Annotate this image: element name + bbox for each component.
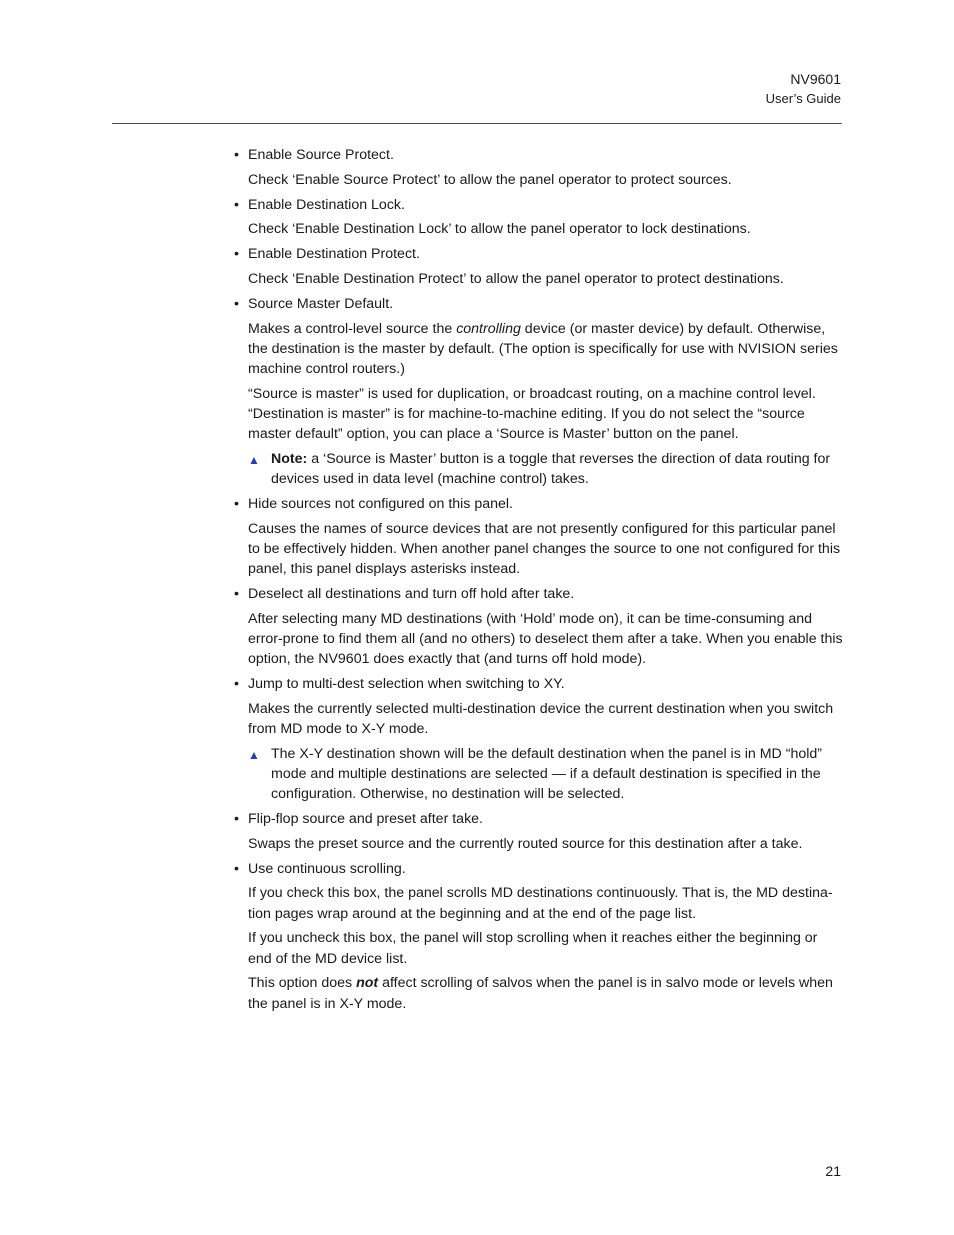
bullet-item [232,145,844,165]
text: Check ‘Enable Destination Protect’ to allow the panel operator to protect destinations. [248,270,784,287]
bullet-item [232,294,844,314]
bullet-item [232,584,844,604]
paragraph [232,699,844,739]
bullet-item [232,809,844,829]
bullet-icon: • [234,495,239,512]
text: The X-Y destination shown will be the default destination when the panel is in MD “hold” mode and multiple destinations are selected — if a default destination is specified in the configuration. Otherwise, no destination will be selected. [271,745,823,803]
text: Causes the names of source devices that are not presently configured for this particular panel to be effectively hidden. When another panel changes the source to one not configured for this panel, this panel displays asterisks instead. [248,520,841,578]
paragraph [232,219,844,239]
paragraph [232,973,844,1013]
bullet-icon: • [234,810,239,827]
paragraph [232,384,844,445]
text-run: Note: [271,450,308,467]
text: If you uncheck this box, the panel will stop scrolling when it reaches either the beginning or end of the MD device list. [248,930,818,967]
text: Enable Destination Protect. [248,246,420,263]
bullet-item [232,859,844,879]
note-item [232,744,844,805]
bullet-item [232,494,844,514]
text: Enable Source Protect. [248,147,394,163]
paragraph [232,170,844,190]
paragraph [232,928,844,968]
bullet-icon: • [234,295,239,312]
document-subtitle: User’s Guide [765,91,841,106]
bullet-icon: • [234,675,239,692]
text-run: not [356,975,379,992]
page-body [232,145,844,1018]
text: Use continuous scrolling. [248,860,406,877]
text-run: affect scrolling of salvos when the panel is in salvo mode or levels when the panel is in X-Y mode. [248,975,833,1012]
paragraph [232,883,844,923]
bullet-item [232,674,844,694]
paragraph [232,319,844,380]
text: Flip-flop source and preset after take. [248,810,484,827]
note-triangle-icon: ▲ [248,747,260,762]
text-run: device (or master device) by default. Otherwise, the destination is the master by default. (The option is specifically for use with NVISION series machine control routers.) [248,320,838,377]
bullet-icon: • [234,246,239,263]
note-item [232,449,844,489]
text [248,321,838,377]
text: Makes the currently selected multi-destination device the current destination when you switch from MD mode to X-Y mode. [248,700,834,737]
bullet-icon: • [234,585,239,602]
text [271,451,830,487]
header-rule [112,123,842,124]
text: Source Master Default. [248,295,394,312]
bullet-icon: • [234,860,239,877]
page-number: 21 [825,1163,841,1179]
text: If you check this box, the panel scrolls MD destinations continuously. That is, the MD destination pages wrap around at the beginning and at the end of the page list. [248,885,833,922]
paragraph [232,609,844,670]
text-run: This option does [248,975,357,992]
bullet-icon: • [234,147,239,163]
bullet-item [232,244,844,264]
text: Check ‘Enable Source Protect’ to allow the panel operator to protect sources. [248,171,732,188]
text: Enable Destination Lock. [248,196,405,213]
document-title: NV9601 [790,71,841,87]
text-run: a ‘Source is Master’ button is a toggle that reverses the direction of data routing for devices used in data level (machine control) takes. [271,450,831,488]
bullet-item [232,195,844,215]
text: Hide sources not configured on this panel. [248,495,513,512]
paragraph [232,269,844,289]
note-triangle-icon: ▲ [248,452,260,467]
text: Swaps the preset source and the currently routed source for this destination after a take. [248,835,803,852]
text: “Source is master” is used for duplication, or broadcast routing, on a machine control level. “Destination is master” is for machine-to-machine editing. If you do not select the “source master default” option, you can place a ‘Source is Master’ button on the panel. [248,385,816,443]
text: After selecting many MD destinations (with ‘Hold’ mode on), it can be time-consuming and error-prone to find them all (and no others) to deselect them after a take. When you enable this option, the NV9601 does exactly that (and turns off hold mode). [248,610,843,668]
text [248,975,833,1011]
bullet-icon: • [234,196,239,213]
text: Jump to multi-dest selection when switching to XY. [248,675,565,692]
text: Deselect all destinations and turn off hold after take. [248,585,575,602]
text-run: Makes a control-level source the [248,320,457,337]
paragraph [232,834,844,854]
paragraph [232,519,844,580]
text: Check ‘Enable Destination Lock’ to allow the panel operator to lock destinations. [248,221,751,238]
text-run: controlling [456,320,521,337]
running-header [766,70,841,108]
